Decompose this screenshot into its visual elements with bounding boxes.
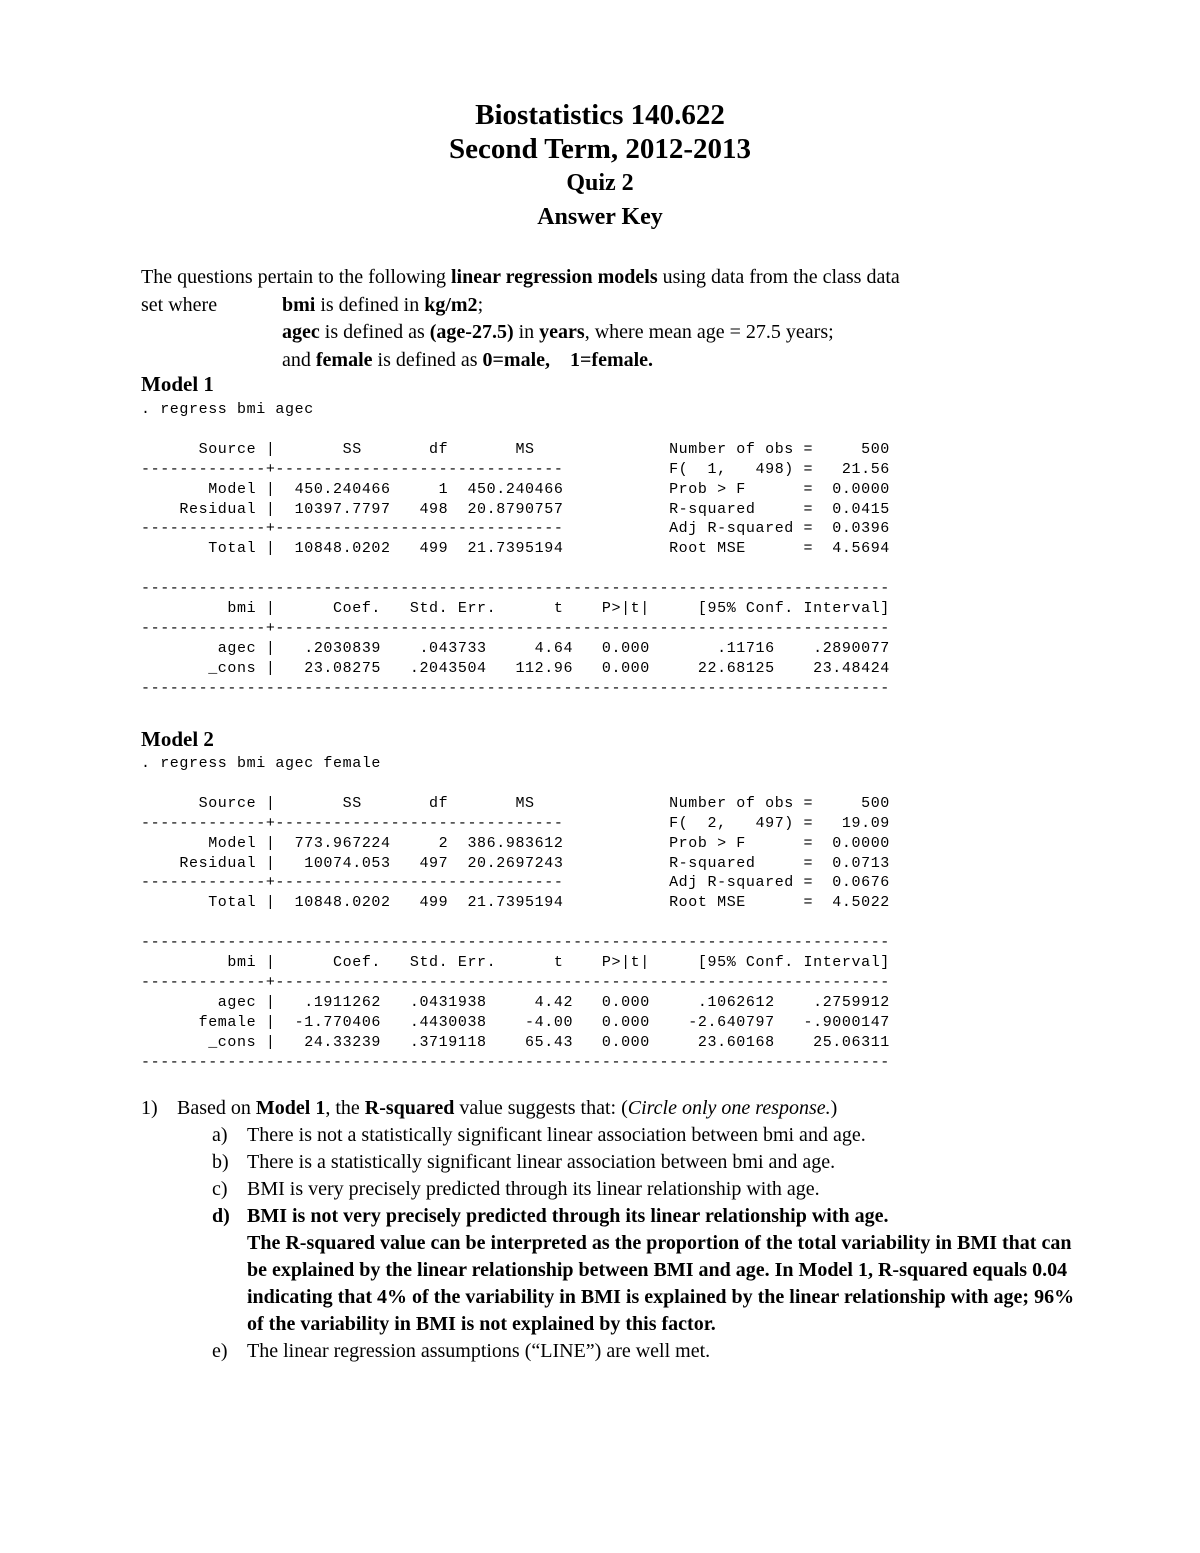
- intro-paragraph: [141, 264, 1061, 374]
- model-1-output: . regress bmi agec Source | SS df MS Number of obs = 500 -------------+------------------------------ F( 1, 498) = 21.56 Model | 450.240466 1 450.240466 Prob > F = 0.0000 Residual | 10397.7797 498 20.8790757 R-squared = 0.0415 -------------+------------------------------ Adj R-squared = 0.0396 Total | 10848.0202 499 21.7395194 Root MSE = 4.5694 ------------------------------------------------------------------------------ bmi | Coef. Std. Err. t P>|t| [95% Conf. Interval] -------------+---------------------------------------------------------------- agec | .2030839 .043733 4.64 0.000 .11716 .2890077 _cons | 23.08275 .2043504 112.96 0.000 22.68125 23.48424 ------------------------------------------------------------------------------: [141, 401, 890, 697]
- question-1: [141, 1095, 1081, 1365]
- model-2-heading: Model 2: [141, 727, 214, 751]
- model-2-output: . regress bmi agec female Source | SS df MS Number of obs = 500 -------------+------------------------------ F( 2, 497) = 19.09 Model | 773.967224 2 386.983612 Prob > F = 0.0000 Residual | 10074.053 497 20.2697243 R-squared = 0.0713 -------------+------------------------------ Adj R-squared = 0.0676 Total | 10848.0202 499 21.7395194 Root MSE = 4.5022 ------------------------------------------------------------------------------ bmi | Coef. Std. Err. t P>|t| [95% Conf. Interval] -------------+---------------------------------------------------------------- agec | .1911262 .0431938 4.42 0.000 .1062612 .2759912 female | -1.770406 .4430038 -4.00 0.000 -2.640797 -.9000147 _cons | 24.33239 .3719118 65.43 0.000 23.60168 25.06311 ------------------------------------------------------------------------------: [141, 755, 890, 1071]
- option-c: c) BMI is very precisely predicted through its linear relationship with age.: [212, 1178, 820, 1200]
- intro-line-3: agec is defined as (age-27.5) in years, where mean age = 27.5 years;: [282, 321, 834, 343]
- question-1-stem: 1) Based on Model 1, the R-squared value suggests that: (Circle only one response.): [141, 1097, 838, 1119]
- intro-line-1: The questions pertain to the following linear regression models using data from the class data: [141, 266, 900, 288]
- option-b: b) There is a statistically significant linear association between bmi and age.: [212, 1151, 836, 1173]
- answer-key-title: Answer Key: [537, 204, 663, 230]
- course-title: Biostatistics 140.622: [475, 99, 725, 131]
- answer-explanation: The R-squared value can be interpreted as the proportion of the total variability in BMI that can be explained by the linear relationship between BMI and age. In Model 1, R-squared equals 0.04 indicating that 4% of the variability in BMI is explained by the linear relationship with age; 96% of the variability in BMI is not explained by this factor.: [247, 1232, 1075, 1335]
- quiz-title: Quiz 2: [566, 170, 634, 196]
- term-title: Second Term, 2012-2013: [448, 133, 752, 165]
- option-a: a) There is not a statistically significant linear association between bmi and age.: [212, 1124, 866, 1146]
- model-1-heading: Model 1: [141, 372, 214, 396]
- intro-line-4: and female is defined as 0=male, 1=female.: [282, 348, 654, 371]
- option-d-correct-answer: d) BMI is not very precisely predicted through its linear relationship with age. The R-squared value can be interpreted as the proportion of the total variability in BMI that can be explained by the linear relationship between BMI and age. In Model 1, R-squared equals 0.04 indicating that 4% of the variability in BMI is explained by the linear relationship with age; 96% of the variability in BMI is not explained by this factor.: [141, 1203, 1081, 1338]
- intro-line-2: set where bmi is defined in kg/m2;: [141, 293, 484, 316]
- option-e: e) The linear regression assumptions (“LINE”) are well met.: [212, 1340, 711, 1362]
- document-header: [0, 98, 1200, 234]
